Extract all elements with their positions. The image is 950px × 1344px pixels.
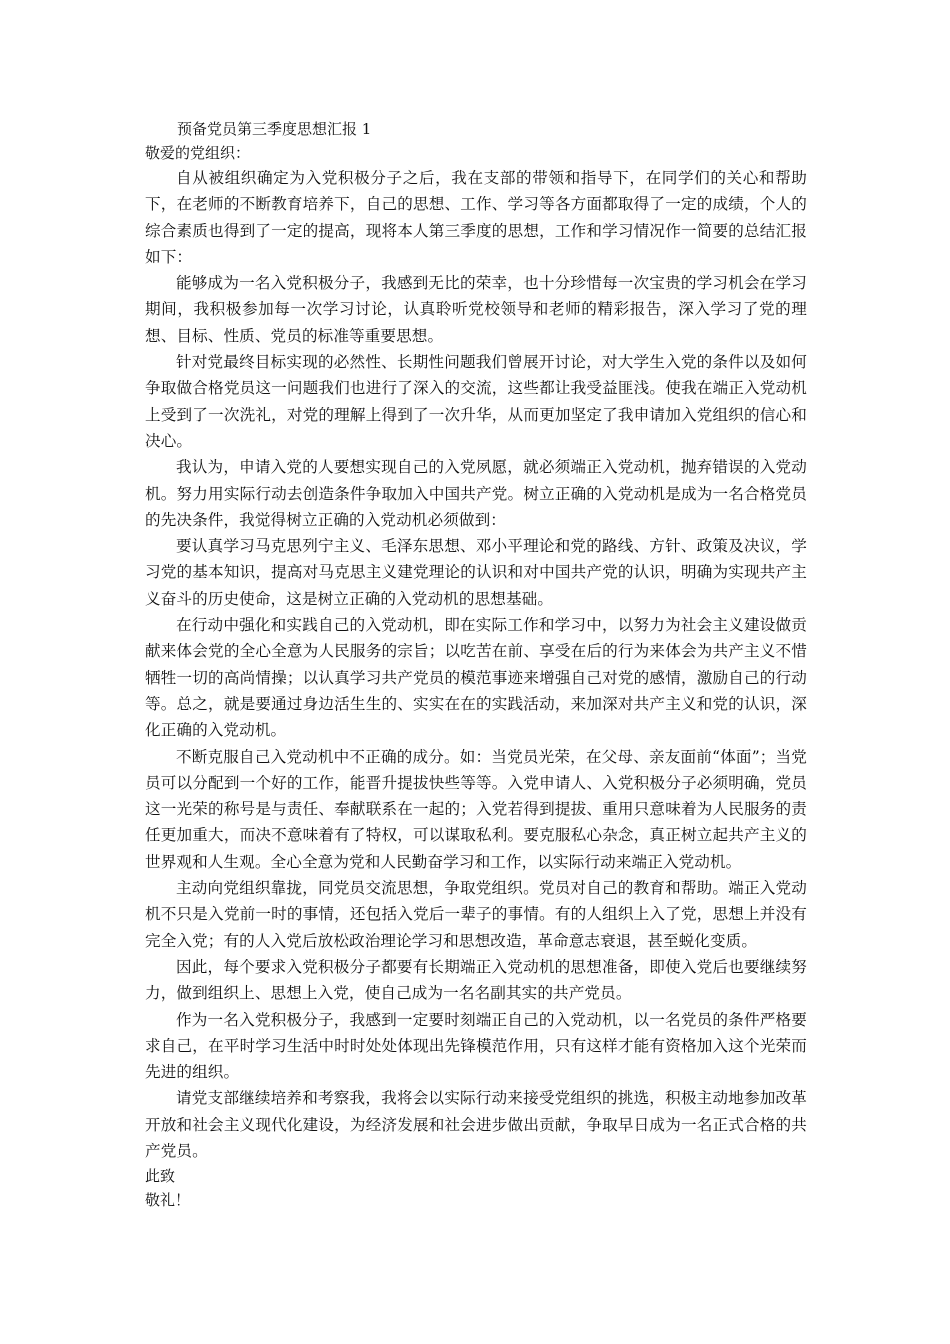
body-paragraph: 在行动中强化和实践自己的入党动机，即在实际工作和学习中，以努力为社会主义建设做贡献来体会党的全心全意为人民服务的宗旨；以吃苦在前、享受在后的行为来体会为共产主义不惜牺牲一切的高尚情操；以认真学习共产党员的模范事迹来增强自己对党的感情，激励自己的行动等。总之，就是要通过身边活生生的、实实在在的实践活动，来加深对共产主义和党的认识，深化正确的入党动机。 (145, 616, 807, 740)
document-title: 预备党员第三季度思想汇报 1 (177, 120, 372, 138)
body-paragraph: 因此，每个要求入党积极分子都要有长期端正入党动机的思想准备，即使入党后也要继续努力，做到组织上、思想上入党，使自己成为一名名副其实的共产党员。 (145, 957, 807, 1003)
body-paragraph: 不断克服自己入党动机中不正确的成分。如：当党员光荣，在父母、亲友面前“体面”；当党员可以分配到一个好的工作，能晋升提拔快些等等。入党申请人、入党积极分子必须明确，党员这一光荣的称号是与责任、奉献联系在一起的；入党若得到提拔、重用只意味着为人民服务的责任更加重大，而决不意味着有了特权，可以谋取私利。要克服私心杂念，真正树立起共产主义的世界观和人生观。全心全意为党和人民勤奋学习和工作，以实际行动来端正入党动机。 (145, 747, 807, 871)
body-paragraph: 能够成为一名入党积极分子，我感到无比的荣幸，也十分珍惜每一次宝贵的学习机会在学习期间，我积极参加每一次学习讨论，认真聆听党校领导和老师的精彩报告，深入学习了党的理想、目标、性质、党员的标准等重要思想。 (145, 274, 807, 345)
salutation: 敬爱的党组织： (145, 144, 251, 162)
closing-line-1: 此致 (145, 1167, 176, 1186)
body-paragraph: 我认为，申请入党的人要想实现自己的入党夙愿，就必须端正入党动机，抛弃错误的入党动机。努力用实际行动去创造条件争取加入中国共产党。树立正确的入党动机是成为一名合格党员的先决条件，我觉得树立正确的入党动机必须做到： (145, 458, 807, 529)
body-paragraph: 作为一名入党积极分子，我感到一定要时刻端正自己的入党动机，以一名党员的条件严格要求自己，在平时学习生活中时时处处体现出先锋模范作用，只有这样才能有资格加入这个光荣而先进的组织。 (145, 1010, 807, 1082)
body-paragraph: 主动向党组织靠拢，同党员交流思想，争取党组织。党员对自己的教育和帮助。端正入党动机不只是入党前一时的事情，还包括入党后一辈子的事情。有的人组织上入了党，思想上并没有完全入党；有的人入党后放松政治理论学习和思想改造，革命意志衰退，甚至蜕化变质。 (145, 879, 807, 950)
document-page (145, 117, 807, 1212)
body-paragraph: 针对党最终目标实现的必然性、长期性问题我们曾展开讨论，对大学生入党的条件以及如何争取做合格党员这一问题我们也进行了深入的交流，这些都让我受益匪浅。使我在端正入党动机上受到了一次洗礼，对党的理解上得到了一次升华，从而更加坚定了我申请加入党组织的信心和决心。 (145, 353, 807, 450)
body-paragraph: 请党支部继续培养和考察我，我将会以实际行动来接受党组织的挑选，积极主动地参加改革开放和社会主义现代化建设，为经济发展和社会进步做出贡献，争取早日成为一名正式合格的共产党员。 (145, 1089, 807, 1160)
closing-line-2: 敬礼！ (145, 1191, 191, 1210)
body-paragraph: 自从被组织确定为入党积极分子之后，我在支部的带领和指导下，在同学们的关心和帮助下，在老师的不断教育培养下，自己的思想、工作、学习等各方面都取得了一定的成绩，个人的综合素质也得到了一定的提高，现将本人第三季度的思想，工作和学习情况作一简要的总结汇报如下： (145, 169, 807, 266)
body-paragraph: 要认真学习马克思列宁主义、毛泽东思想、邓小平理论和党的路线、方针、政策及决议，学习党的基本知识，提高对马克思主义建党理论的认识和对中国共产党的认识，明确为实现共产主义奋斗的历史使命，这是树立正确的入党动机的思想基础。 (145, 537, 807, 608)
